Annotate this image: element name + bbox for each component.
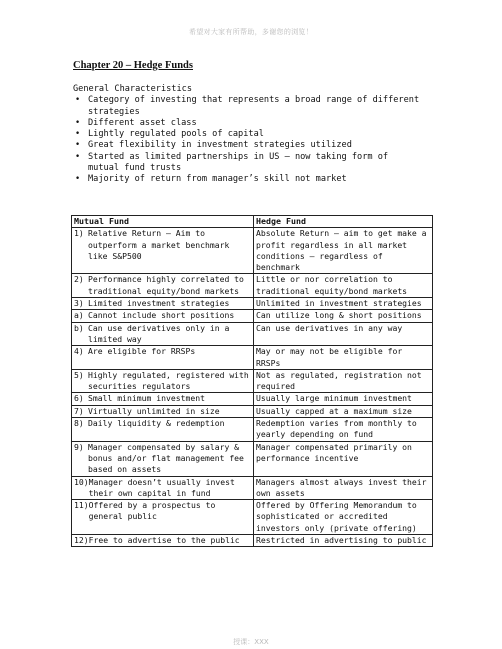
mutual-fund-cell xyxy=(72,369,254,393)
bullet-item xyxy=(73,129,423,140)
row-number: 1) xyxy=(74,228,84,239)
mutual-fund-cell xyxy=(72,393,254,405)
bullet-icon: • xyxy=(75,174,81,185)
row-number: 9) xyxy=(74,441,84,452)
mutual-fund-cell xyxy=(72,346,254,370)
row-number: 12) xyxy=(74,535,89,546)
bullet-list xyxy=(73,95,423,185)
row-number: 4) xyxy=(74,346,84,357)
table-row xyxy=(72,476,433,500)
mutual-fund-cell xyxy=(72,418,254,442)
mutual-fund-cell xyxy=(72,476,254,500)
mutual-fund-cell xyxy=(72,500,254,535)
mutual-fund-cell xyxy=(72,228,254,274)
table-header-row xyxy=(72,216,433,228)
mutual-fund-text: Manager doesn’t usually invest their own capital in fund xyxy=(88,476,235,498)
hedge-fund-cell: Redemption varies from monthly to yearly depending on fund xyxy=(254,418,433,442)
section-heading: General Characteristics xyxy=(73,84,192,94)
page-title: Chapter 20 – Hedge Funds xyxy=(73,60,193,71)
mutual-fund-text: Highly regulated, registered with securities regulators xyxy=(88,369,249,392)
mutual-fund-text: Small minimum investment xyxy=(88,393,205,404)
mutual-fund-text: Virtually unlimited in size xyxy=(88,405,220,416)
bullet-text: Great flexibility in investment strategies utilized xyxy=(88,140,352,151)
row-number: 10) xyxy=(74,476,89,487)
table-row xyxy=(72,369,433,393)
table-row xyxy=(72,393,433,405)
hedge-fund-cell: May or may not be eligible for RRSPs xyxy=(254,346,433,370)
table-row xyxy=(72,346,433,370)
bullet-text: Lightly regulated pools of capital xyxy=(88,129,264,140)
bullet-text: Category of investing that represents a broad range of different strategies xyxy=(88,95,420,117)
table-row xyxy=(72,418,433,442)
mutual-fund-text: Free to advertise to the public xyxy=(88,535,240,546)
mutual-fund-cell xyxy=(72,535,254,547)
hedge-fund-cell: Manager compensated primarily on performance incentive xyxy=(254,441,433,476)
mutual-fund-cell xyxy=(72,322,254,346)
mutual-fund-text: Daily liquidity & redemption xyxy=(88,418,225,429)
table-row xyxy=(72,535,433,547)
mutual-fund-text: Limited investment strategies xyxy=(88,298,230,309)
row-number: 7) xyxy=(74,405,84,416)
bullet-text: Majority of return from manager’s skill not market xyxy=(88,174,347,185)
hedge-fund-cell: Absolute Return – aim to get make a profit regardless in all market conditions – regardless of benchmark xyxy=(254,228,433,274)
hedge-fund-cell: Restricted in advertising to public xyxy=(254,535,433,547)
mutual-fund-text: Manager compensated by salary & bonus and/or flat management fee based on assets xyxy=(88,441,244,475)
bullet-icon: • xyxy=(75,151,81,162)
hedge-fund-cell: Usually large minimum investment xyxy=(254,393,433,405)
row-number: 2) xyxy=(74,274,84,285)
mutual-fund-text: Are eligible for RRSPs xyxy=(88,346,196,357)
hedge-fund-cell: Little or nor correlation to traditional equity/bond markets xyxy=(254,274,433,298)
mutual-fund-cell xyxy=(72,274,254,298)
general-characteristics-section xyxy=(73,84,423,186)
table-row xyxy=(72,405,433,417)
mutual-fund-cell xyxy=(72,405,254,417)
hedge-fund-cell: Can use derivatives in any way xyxy=(254,322,433,346)
mutual-fund-cell xyxy=(72,441,254,476)
mutual-fund-cell xyxy=(72,298,254,310)
column-header-hedge-fund: Hedge Fund xyxy=(254,216,433,228)
row-number: 6) xyxy=(74,393,84,404)
table-row xyxy=(72,441,433,476)
row-number: 5) xyxy=(74,369,84,380)
table-row xyxy=(72,500,433,535)
hedge-fund-cell: Managers almost always invest their own assets xyxy=(254,476,433,500)
hedge-fund-cell: Offered by Offering Memorandum to sophisticated or accredited investors only (private offering) xyxy=(254,500,433,535)
bullet-item xyxy=(73,95,423,118)
mutual-fund-cell xyxy=(72,310,254,322)
table-row xyxy=(72,228,433,274)
table-row xyxy=(72,322,433,346)
mutual-fund-text: Cannot include short positions xyxy=(88,310,235,321)
hedge-fund-cell: Not as regulated, registration not required xyxy=(254,369,433,393)
bullet-text: Started as limited partnerships in US – now taking form of mutual fund trusts xyxy=(88,151,389,174)
table-row xyxy=(72,298,433,310)
bullet-icon: • xyxy=(75,129,81,140)
mutual-fund-text: Can use derivatives only in a limited way xyxy=(88,322,230,344)
hedge-fund-cell: Usually capped at a maximum size xyxy=(254,405,433,417)
footer-note: 授课：XXX xyxy=(233,638,269,646)
mutual-fund-text: Offered by a prospectus to general public xyxy=(88,500,216,522)
bullet-item xyxy=(73,152,423,175)
mutual-fund-text: Relative Return – Aim to outperform a market benchmark like S&P500 xyxy=(88,228,230,261)
bullet-icon: • xyxy=(75,140,81,151)
header-note: 希望对大家有所帮助，多谢您的浏览！ xyxy=(188,28,314,36)
row-number: 3) xyxy=(74,298,84,309)
bullet-icon: • xyxy=(75,117,81,128)
hedge-fund-cell: Can utilize long & short positions xyxy=(254,310,433,322)
row-number: b) xyxy=(74,322,84,333)
bullet-text: Different asset class xyxy=(88,117,197,128)
mutual-fund-text: Performance highly correlated to traditional equity/bond markets xyxy=(88,274,244,296)
bullet-item xyxy=(73,118,423,129)
column-header-mutual-fund: Mutual Fund xyxy=(72,216,254,228)
bullet-item xyxy=(73,140,423,151)
row-number: a) xyxy=(74,310,84,321)
row-number: 11) xyxy=(74,500,89,511)
table-row xyxy=(72,274,433,298)
bullet-item xyxy=(73,174,423,185)
comparison-table xyxy=(71,215,433,547)
table-row xyxy=(72,310,433,322)
hedge-fund-cell: Unlimited in investment strategies xyxy=(254,298,433,310)
row-number: 8) xyxy=(74,418,84,429)
bullet-icon: • xyxy=(75,95,81,106)
